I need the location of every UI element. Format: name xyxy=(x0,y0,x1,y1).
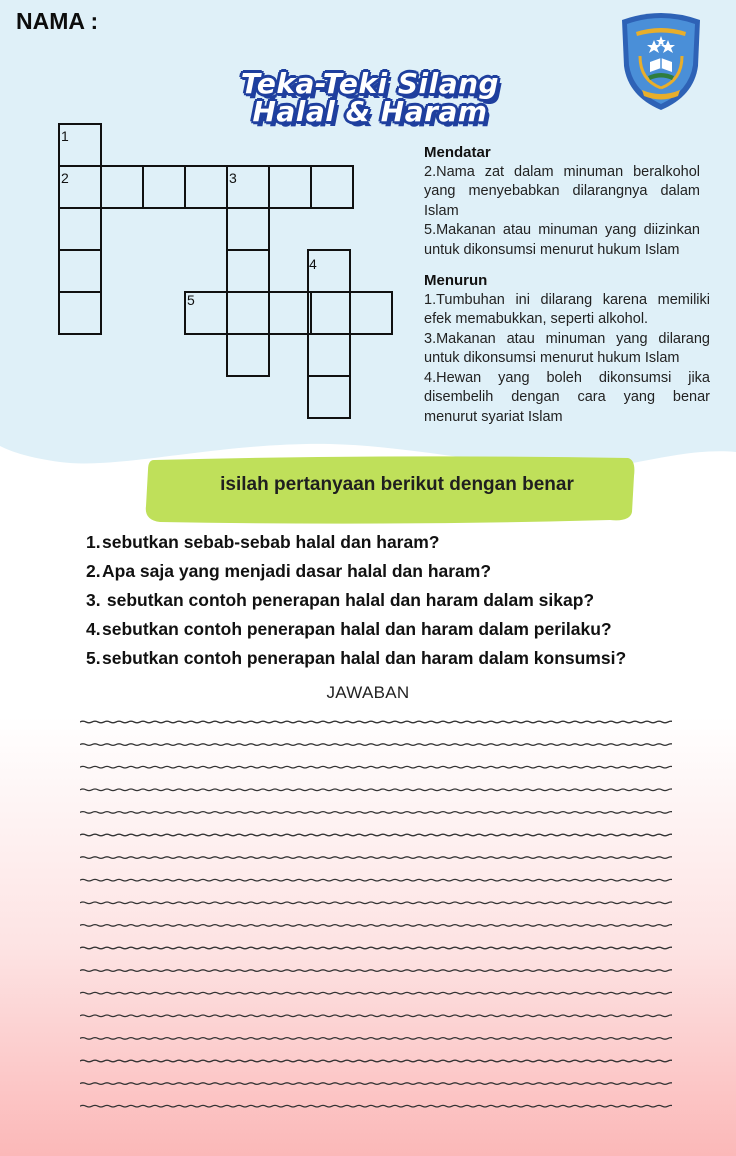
title-line-2: Halal & Haram xyxy=(252,95,488,128)
clue-across-2: 2.Nama zat dalam minuman beralkohol yang menyebabkan dilarangnya dalam Islam xyxy=(424,163,700,219)
crossword-number-1: 1 xyxy=(61,128,69,144)
question-number: 5. xyxy=(86,648,101,668)
answer-line[interactable] xyxy=(80,925,672,927)
answer-line[interactable] xyxy=(80,902,672,904)
question-item xyxy=(86,530,626,559)
question-item xyxy=(86,646,626,675)
down-clues xyxy=(424,271,710,427)
answer-line[interactable] xyxy=(80,1038,672,1040)
answer-line[interactable] xyxy=(80,970,672,972)
question-item xyxy=(86,559,626,588)
question-number: 3. xyxy=(86,590,101,610)
clue-down-1: 1.Tumbuhan ini dilarang karena memiliki efek memabukkan, seperti alkohol. xyxy=(424,291,710,327)
answer-line[interactable] xyxy=(80,1015,672,1017)
question-text: sebutkan sebab-sebab halal dan haram? xyxy=(102,532,440,552)
question-text: sebutkan contoh penerapan halal dan haram dalam sikap? xyxy=(102,590,595,610)
question-text: sebutkan contoh penerapan halal dan haram dalam perilaku? xyxy=(102,619,612,639)
name-label: NAMA : xyxy=(16,8,99,34)
clue-across-5: 5.Makanan atau minuman yang diizinkan untuk dikonsumsi menurut hukum Islam xyxy=(424,222,700,258)
across-clues xyxy=(424,143,700,260)
clue-down-4: 4.Hewan yang boleh dikonsumsi jika disembelih dengan cara yang benar menurut syariat Islam xyxy=(424,369,710,425)
answer-line[interactable] xyxy=(80,1083,672,1085)
question-text: Apa saja yang menjadi dasar halal dan haram? xyxy=(102,561,492,581)
answer-line[interactable] xyxy=(80,766,672,768)
crossword-number-4: 4 xyxy=(309,256,317,272)
answer-line[interactable] xyxy=(80,721,672,723)
question-item xyxy=(86,588,626,617)
title-line-1: Teka-Teki Silang xyxy=(240,67,500,100)
crossword-number-3: 3 xyxy=(229,170,237,186)
answer-line[interactable] xyxy=(80,744,672,746)
crossword-number-5: 5 xyxy=(187,292,195,308)
answer-line[interactable] xyxy=(80,947,672,949)
question-text: sebutkan contoh penerapan halal dan haram dalam konsumsi? xyxy=(102,648,627,668)
answer-writing-lines[interactable] xyxy=(80,714,672,1114)
question-item xyxy=(86,617,626,646)
clue-down-3: 3.Makanan atau minuman yang dilarang untuk dikonsumsi menurut hukum Islam xyxy=(424,330,710,366)
across-heading: Mendatar xyxy=(424,144,491,161)
instruction-banner: isilah pertanyaan berikut dengan benar xyxy=(220,474,574,495)
question-number: 1. xyxy=(86,532,101,552)
question-number: 2. xyxy=(86,561,101,581)
answer-line[interactable] xyxy=(80,834,672,836)
answer-line[interactable] xyxy=(80,789,672,791)
answer-label: JAWABAN xyxy=(326,683,410,702)
answer-line[interactable] xyxy=(80,1060,672,1062)
answer-line[interactable] xyxy=(80,1105,672,1107)
school-shield-logo xyxy=(618,10,704,112)
question-number: 4. xyxy=(86,619,101,639)
answer-line[interactable] xyxy=(80,857,672,859)
answer-line[interactable] xyxy=(80,812,672,814)
question-list xyxy=(86,530,626,675)
crossword-number-2: 2 xyxy=(61,170,69,186)
answer-line[interactable] xyxy=(80,992,672,994)
answer-line[interactable] xyxy=(80,879,672,881)
down-heading: Menurun xyxy=(424,272,488,289)
